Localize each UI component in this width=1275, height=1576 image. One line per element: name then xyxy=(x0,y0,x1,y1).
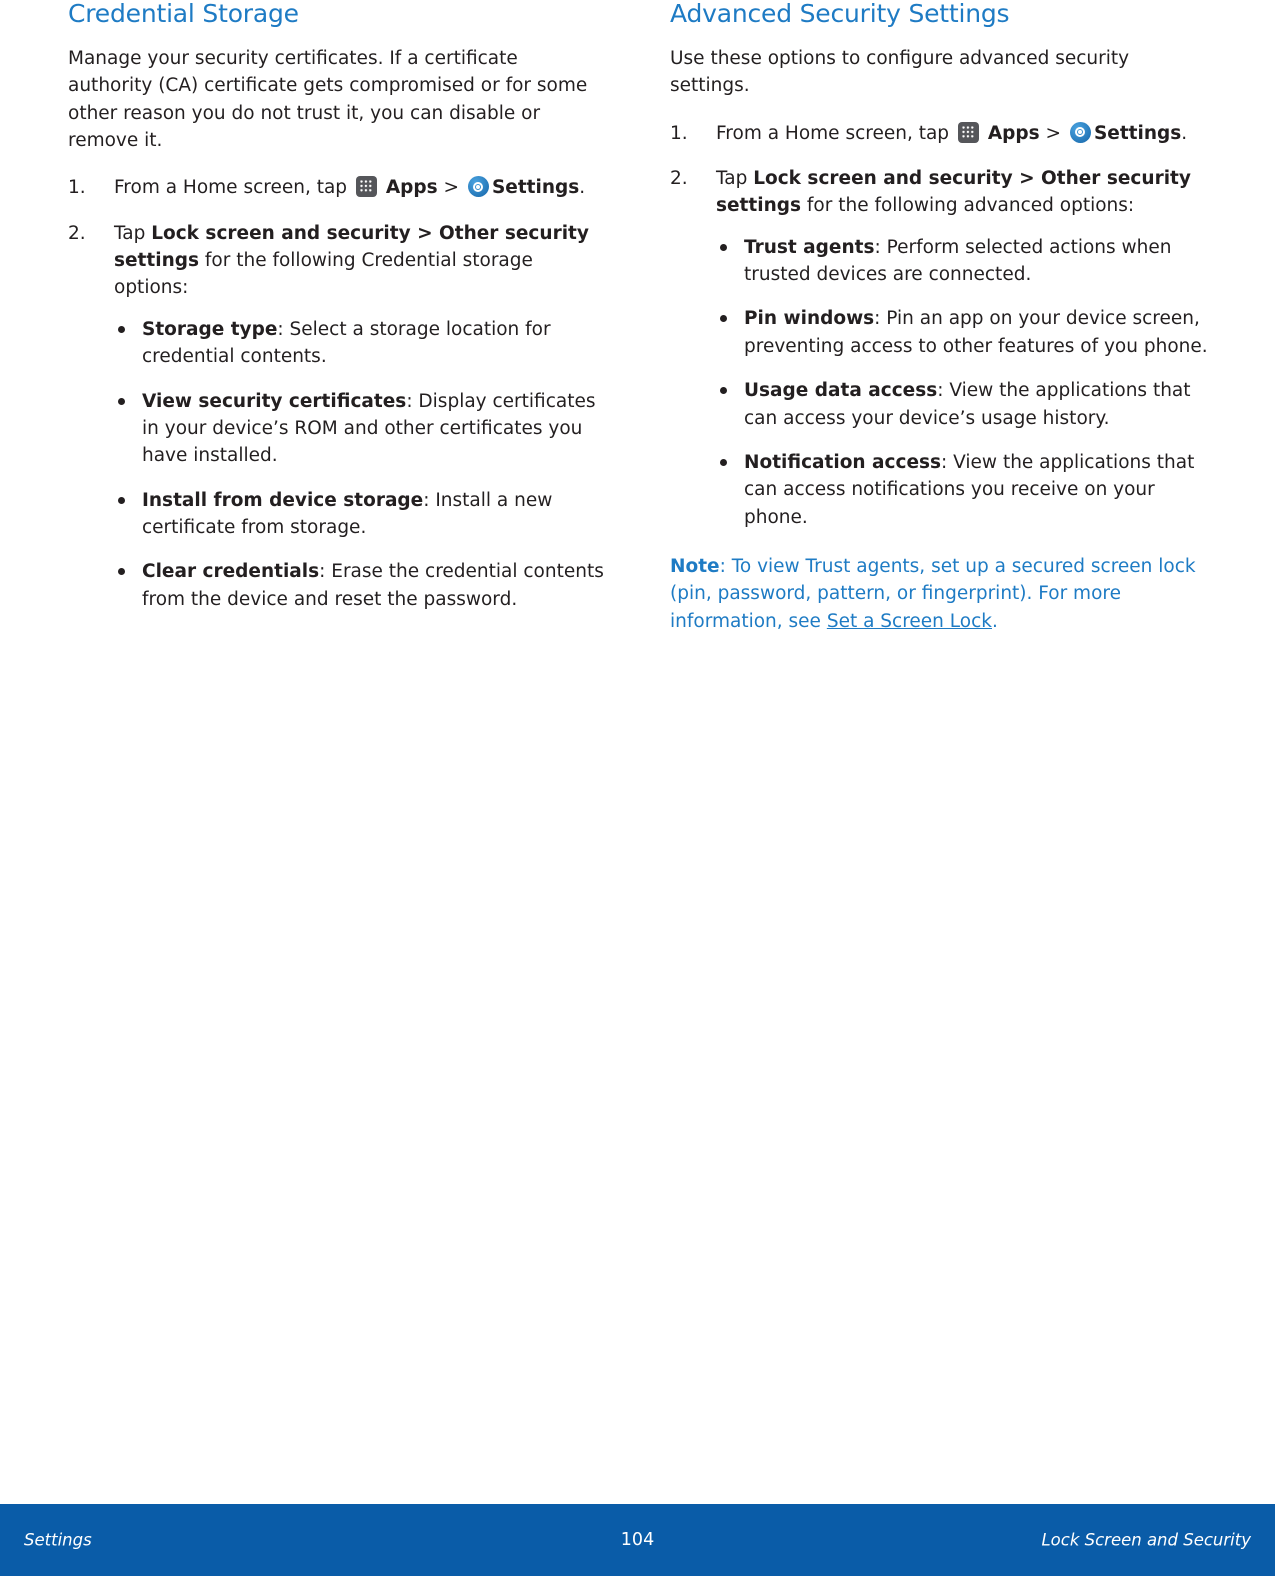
step-item xyxy=(68,220,606,614)
step-number: 2. xyxy=(68,222,86,244)
list-item xyxy=(716,377,1208,432)
set-a-screen-lock-link[interactable]: Set a Screen Lock xyxy=(826,610,992,632)
list-item xyxy=(114,558,606,613)
step-number: 1. xyxy=(68,177,86,199)
two-column-layout xyxy=(68,0,1208,654)
note-text-after: . xyxy=(991,610,998,632)
step-suffix: . xyxy=(579,177,586,199)
footer-section-label: Settings xyxy=(24,1530,92,1550)
step-item xyxy=(670,120,1208,147)
settings-label: Settings xyxy=(491,177,580,199)
step-number: 2. xyxy=(670,167,688,189)
note-text-before: : To view Trust agents, set up a secured screen lock (pin, password, pattern, or fingerprint). For more information, see xyxy=(670,556,1196,632)
step-item xyxy=(670,165,1208,531)
step-number: 1. xyxy=(670,122,688,144)
right-column xyxy=(670,0,1208,654)
bullet-desc: : Install a new certificate from storage. xyxy=(142,489,553,538)
bullet-term: Storage type xyxy=(142,318,278,340)
list-item xyxy=(114,388,606,470)
footer-chapter-label: Lock Screen and Security xyxy=(1041,1530,1251,1550)
step-separator: > xyxy=(443,177,460,199)
step-bold-path: Lock screen and security > Other security settings xyxy=(716,167,1191,217)
list-item xyxy=(716,305,1208,360)
step-text-prefix: Tap xyxy=(716,167,748,189)
bullet-term: Trust agents xyxy=(744,236,875,258)
note-label: Note xyxy=(670,556,720,577)
bullet-desc: : Display certificates in your device’s ROM and other certificates you have installed. xyxy=(142,390,596,467)
settings-label: Settings xyxy=(1093,122,1182,144)
bullet-list-right xyxy=(716,234,1208,531)
gear-icon xyxy=(468,176,489,197)
apps-grid-icon xyxy=(958,122,979,143)
note-block xyxy=(670,553,1208,635)
list-item xyxy=(114,316,606,371)
bullet-desc: : View the applications that can access your device’s usage history. xyxy=(744,380,1191,429)
step-separator: > xyxy=(1045,122,1062,144)
steps-list-left xyxy=(68,174,606,613)
step-text-prefix: From a Home screen, tap xyxy=(114,177,348,199)
gear-icon xyxy=(1070,122,1091,143)
page-title-advanced-security-settings: Advanced Security Settings xyxy=(670,0,1010,28)
bullet-term: View security certificates xyxy=(142,390,407,412)
bullet-term: Install from device storage xyxy=(142,489,424,511)
bullet-desc: : Pin an app on your device screen, preventing access to other features of you phone. xyxy=(744,308,1208,357)
bullet-term: Usage data access xyxy=(744,380,938,402)
bullet-term: Clear credentials xyxy=(142,561,320,583)
bullet-list-left xyxy=(114,316,606,613)
bullet-desc: : View the applications that can access notifications you receive on your phone. xyxy=(744,451,1195,528)
step-suffix: for the following advanced options: xyxy=(806,195,1135,217)
list-item xyxy=(716,449,1208,531)
steps-list-right xyxy=(670,120,1208,532)
bullet-desc: : Perform selected actions when trusted devices are connected. xyxy=(744,236,1172,285)
apps-label: Apps xyxy=(987,122,1040,144)
bullet-desc: : Erase the credential contents from the device and reset the password. xyxy=(142,561,604,610)
left-column xyxy=(68,0,606,654)
step-item xyxy=(68,174,606,201)
step-bold-path: Lock screen and security > Other security settings xyxy=(114,222,589,271)
page-footer xyxy=(0,1504,1275,1576)
step-text-prefix: Tap xyxy=(114,222,146,244)
bullet-term: Notification access xyxy=(744,451,942,473)
intro-paragraph-left: Manage your security certificates. If a certificate authority (CA) certificate gets compromised or for some other reason you do not trust it, you can disable or remove it. xyxy=(68,47,588,151)
list-item xyxy=(114,487,606,542)
bullet-term: Pin windows xyxy=(744,308,875,330)
bullet-desc: : Select a storage location for credential contents. xyxy=(142,318,551,368)
step-suffix: for the following Credential storage options: xyxy=(114,250,533,299)
step-suffix: . xyxy=(1181,122,1188,144)
apps-label: Apps xyxy=(385,177,438,199)
page-title-credential-storage: Credential Storage xyxy=(68,0,299,28)
page-number: 104 xyxy=(620,1530,655,1550)
apps-grid-icon xyxy=(356,176,377,197)
list-item xyxy=(716,234,1208,289)
step-text-prefix: From a Home screen, tap xyxy=(716,122,950,144)
intro-paragraph-right: Use these options to configure advanced security settings. xyxy=(670,47,1130,97)
